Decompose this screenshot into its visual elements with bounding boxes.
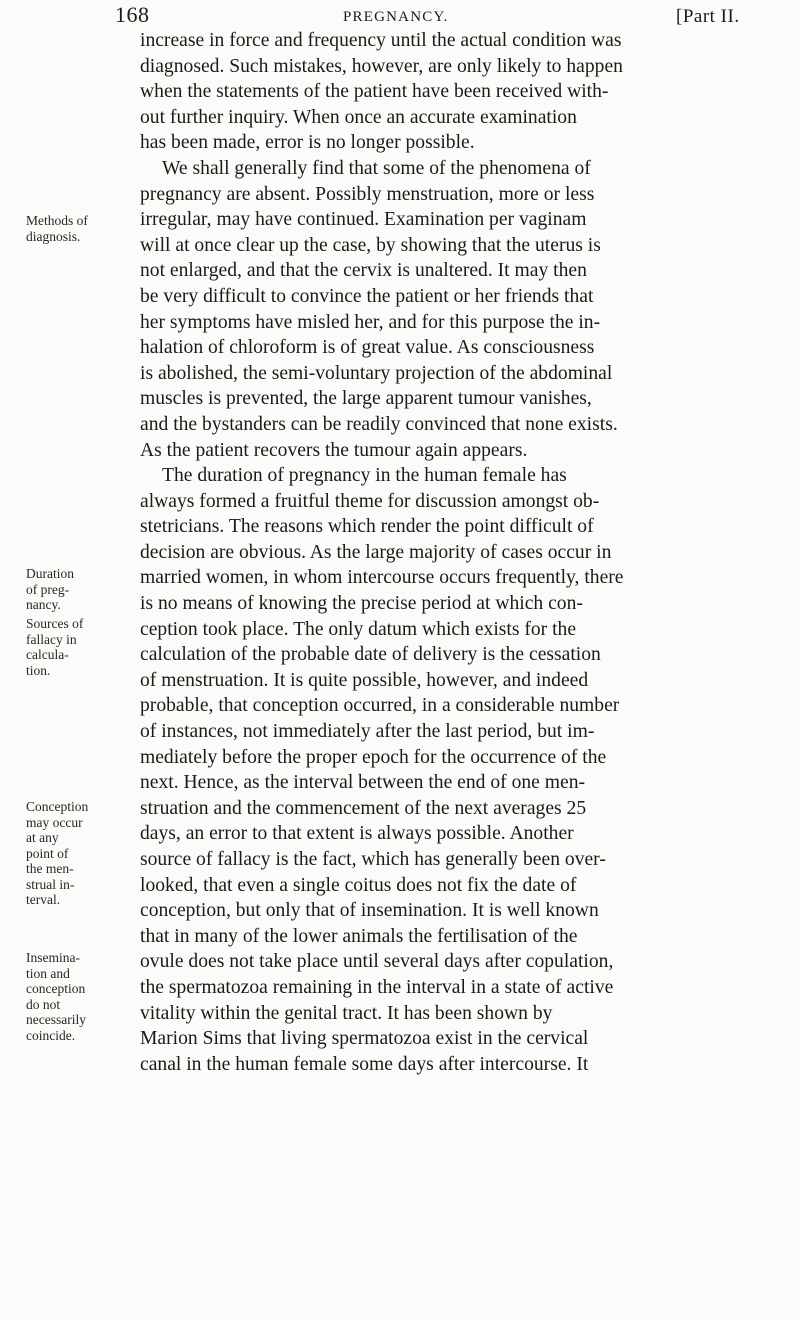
text-line: be very difficult to convince the patient or her friends that: [140, 285, 594, 307]
text-line: the spermatozoa remaining in the interval in a state of active: [140, 976, 614, 998]
margin-note-line: Sources of: [26, 616, 84, 631]
text-line: of menstruation. It is quite possible, however, and indeed: [140, 669, 589, 691]
text-line: As the patient recovers the tumour again appears.: [140, 439, 528, 461]
text-line: looked, that even a single coitus does not fix the date of: [140, 874, 577, 896]
text-line: mediately before the proper epoch for the occurrence of the: [140, 746, 607, 768]
margin-note-line: fallacy in: [26, 631, 77, 647]
text-line: struation and the commencement of the next averages 25: [140, 797, 587, 819]
text-line: has been made, error is no longer possible.: [140, 132, 475, 154]
text-line: not enlarged, and that the cervix is unaltered. It may then: [140, 260, 587, 282]
margin-note-methods-of-diagnosis: [26, 213, 134, 244]
margin-note-line: tion and: [26, 965, 70, 981]
text-line: canal in the human female some days after intercourse. It: [140, 1053, 589, 1075]
margin-note-line: strual in-: [26, 876, 75, 892]
text-line: conception, but only that of insemination. It is well known: [140, 900, 599, 922]
margin-note-line: at any: [26, 830, 59, 845]
margin-note-line: tion.: [26, 662, 51, 678]
text-line: increase in force and frequency until the actual condition was: [140, 30, 622, 51]
text-line: when the statements of the patient have been received with-: [140, 81, 609, 103]
margin-note-line: Methods of: [26, 213, 88, 228]
text-line: diagnosed. Such mistakes, however, are only likely to happen: [140, 55, 623, 77]
text-line: We shall generally find that some of the phenomena of: [162, 157, 591, 179]
margin-note-line: coincide.: [26, 1027, 76, 1043]
text-line: The duration of pregnancy in the human female has: [162, 465, 567, 487]
text-line: out further inquiry. When once an accurate examination: [140, 106, 577, 128]
margin-note-line: terval.: [26, 892, 61, 907]
margin-note-line: Conception: [26, 799, 89, 814]
margin-note-line: conception: [26, 981, 86, 996]
text-line: muscles is prevented, the large apparent tumour vanishes,: [140, 388, 592, 410]
margin-note-line: calcula-: [26, 647, 69, 662]
part-label: [Part II.: [676, 6, 740, 27]
margin-note-line: Duration: [26, 566, 74, 581]
margin-note-line: of preg-: [26, 581, 70, 597]
text-line: is no means of knowing the precise period at which con-: [140, 593, 583, 615]
page-number: 168: [115, 2, 150, 27]
text-line: married women, in whom intercourse occurs frequently, there: [140, 567, 624, 589]
text-line: decision are obvious. As the large majority of cases occur in: [140, 541, 612, 563]
text-line: always formed a fruitful theme for discussion amongst ob-: [140, 490, 600, 512]
text-line: of instances, not immediately after the last period, but im-: [140, 721, 595, 743]
text-line: source of fallacy is the fact, which has generally been over-: [140, 849, 606, 870]
running-head: PREGNANCY.: [343, 9, 449, 25]
margin-note-line: the men-: [26, 861, 74, 876]
margin-note-line: may occur: [26, 814, 83, 830]
text-line: is abolished, the semi-voluntary projection of the abdominal: [140, 362, 613, 384]
text-line: ovule does not take place until several days after copulation,: [140, 951, 614, 973]
margin-note-line: Insemina-: [26, 950, 80, 965]
text-line: pregnancy are absent. Possibly menstruation, more or less: [140, 183, 595, 205]
text-line: ception took place. The only datum which exists for the: [140, 618, 577, 640]
margin-note-insemination: [26, 950, 134, 1043]
body-text: [140, 28, 790, 1077]
text-line: her symptoms have misled her, and for this purpose the in-: [140, 311, 601, 333]
margin-note-line: nancy.: [26, 597, 61, 612]
text-line: calculation of the probable date of delivery is the cessation: [140, 644, 601, 666]
margin-note-sources-of-fallacy: [26, 616, 134, 678]
text-line: and the bystanders can be readily convinced that none exists.: [140, 413, 618, 435]
text-line: halation of chloroform is of great value. As consciousness: [140, 337, 595, 359]
margin-note-line: necessarily: [26, 1012, 86, 1027]
text-line: days, an error to that extent is always possible. Another: [140, 823, 574, 845]
margin-note-duration: [26, 566, 134, 613]
text-line: irregular, may have continued. Examination per vaginam: [140, 209, 587, 231]
text-line: will at once clear up the case, by showing that the uterus is: [140, 234, 601, 256]
text-line: Marion Sims that living spermatozoa exist in the cervical: [140, 1028, 589, 1050]
margin-note-conception-interval: [26, 799, 134, 908]
text-line: next. Hence, as the interval between the end of one men-: [140, 772, 586, 794]
margin-note-line: point of: [26, 845, 69, 861]
text-line: vitality within the genital tract. It has been shown by: [140, 1002, 553, 1024]
margin-note-line: do not: [26, 996, 61, 1012]
text-line: stetricians. The reasons which render the point difficult of: [140, 516, 594, 538]
margin-note-line: diagnosis.: [26, 228, 81, 244]
text-line: that in many of the lower animals the fertilisation of the: [140, 925, 578, 947]
text-line: probable, that conception occurred, in a considerable number: [140, 695, 620, 717]
